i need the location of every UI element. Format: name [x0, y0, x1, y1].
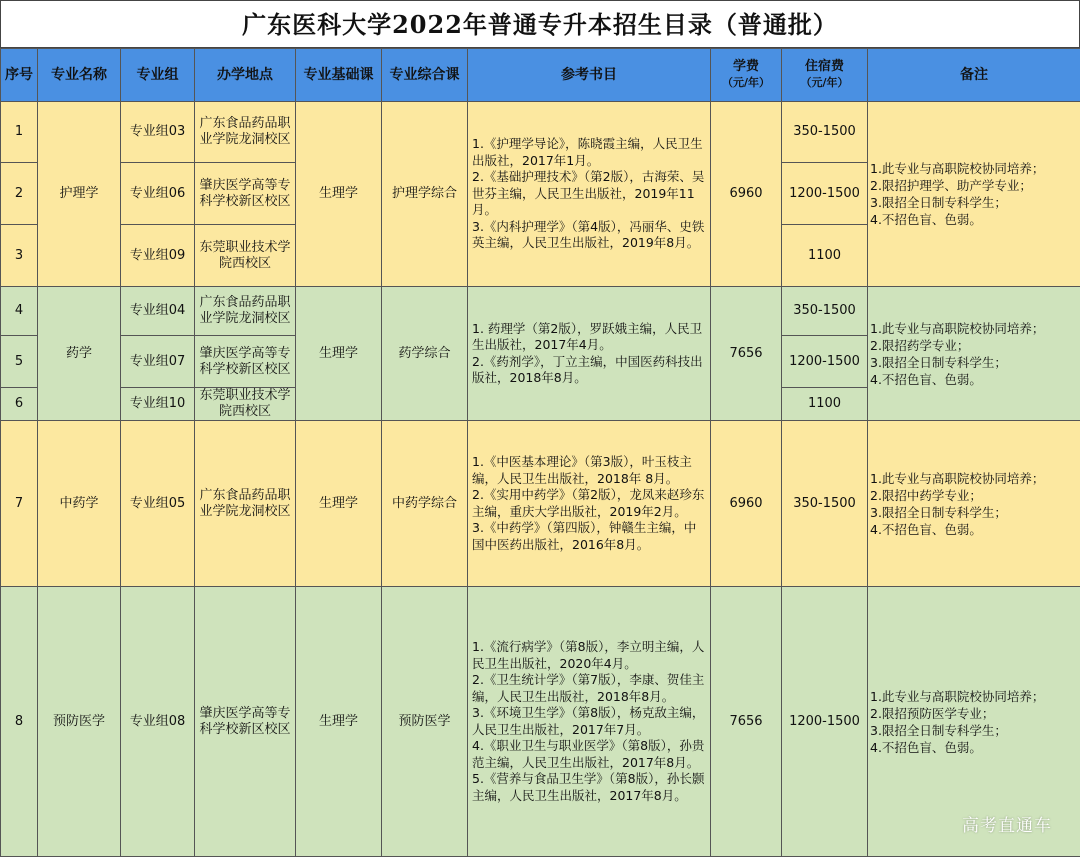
major-cell: 药学	[38, 287, 121, 421]
note-item: 3.限招全日制专科学生；	[870, 195, 1007, 210]
group-cell: 专业组03	[121, 102, 195, 163]
location-cell: 肇庆医学高等专科学校新区校区	[195, 163, 296, 225]
note-item: 3.限招全日制专科学生；	[870, 504, 1007, 520]
refs-cell	[468, 587, 711, 857]
notes-cell	[868, 287, 1080, 421]
ref-item: 1. 药理学（第2版），罗跃娥主编，人民卫生出版社，2017年4月。	[472, 320, 703, 352]
enrollment-table	[0, 48, 1080, 857]
header-refs: 参考书目	[468, 49, 711, 102]
tuition-cell: 7656	[711, 287, 782, 421]
header-major: 专业名称	[38, 49, 121, 102]
major-cell: 护理学	[38, 102, 121, 287]
location-cell: 东莞职业技术学院西校区	[195, 388, 296, 421]
ref-item: 2.《基础护理技术》（第2版），古海荣、吴世芬主编，人民卫生出版社，2019年11月。	[472, 169, 705, 218]
group-cell: 专业组10	[121, 388, 195, 421]
group-cell: 专业组06	[121, 163, 195, 225]
basic-course-cell: 生理学	[296, 287, 382, 421]
seq-cell: 5	[1, 336, 38, 388]
location-cell: 广东食品药品职业学院龙洞校区	[195, 102, 296, 163]
group-cell: 专业组07	[121, 336, 195, 388]
notes-cell	[868, 421, 1080, 587]
seq-cell: 3	[1, 225, 38, 287]
basic-course-cell: 生理学	[296, 587, 382, 857]
seq-cell: 2	[1, 163, 38, 225]
note-item: 2.限招护理学、助产学专业；	[870, 178, 1032, 193]
ref-item: 5.《营养与食品卫生学》（第8版），孙长颢主编，人民卫生出版社，2017年8月。	[472, 771, 705, 803]
header-lodging-label: 住宿费	[804, 59, 844, 74]
page-title: 广东医科大学2022年普通专升本招生目录（普通批）	[0, 0, 1080, 48]
lodging-cell: 1200-1500	[782, 587, 868, 857]
header-tuition-label: 学费	[732, 59, 759, 74]
ref-item: 1.《中医基本理论》（第3版），叶玉枝主编，人民卫生出版社，2018年 8月。	[472, 454, 692, 486]
note-item: 1.此专业与高职院校协同培养；	[870, 688, 1045, 704]
seq-cell: 6	[1, 388, 38, 421]
watermark: 高考直通车	[962, 816, 1052, 836]
location-cell: 肇庆医学高等专科学校新区校区	[195, 336, 296, 388]
header-seq: 序号	[1, 49, 38, 102]
note-item: 1.此专业与高职院校协同培养；	[870, 320, 1045, 336]
note-item: 2.限招药学专业；	[870, 337, 970, 353]
notes-cell	[868, 102, 1080, 287]
tuition-cell: 6960	[711, 421, 782, 587]
note-item: 1.此专业与高职院校协同培养；	[870, 470, 1045, 486]
header-lodging	[782, 49, 868, 102]
comprehensive-course-cell: 中药学综合	[382, 421, 468, 587]
note-item: 2.限招中药学专业；	[870, 487, 982, 503]
lodging-cell: 1200-1500	[782, 336, 868, 388]
ref-item: 3.《内科护理学》（第4版），冯丽华、史铁英主编，人民卫生出版社，2019年8月。	[472, 218, 705, 251]
note-item: 3.限招全日制专科学生；	[870, 722, 1007, 738]
refs-cell	[468, 421, 711, 587]
ref-item: 3.《环境卫生学》（第8版），杨克敌主编，人民卫生出版社，2017年7月。	[472, 705, 705, 737]
note-item: 4.不招色盲、色弱。	[870, 371, 982, 387]
header-location: 办学地点	[195, 49, 296, 102]
group-cell: 专业组05	[121, 421, 195, 587]
location-cell: 东莞职业技术学院西校区	[195, 225, 296, 287]
header-notes: 备注	[868, 49, 1080, 102]
header-lodging-unit: （元/年）	[800, 76, 849, 89]
seq-cell: 7	[1, 421, 38, 587]
table-row	[1, 102, 1080, 163]
header-group: 专业组	[121, 49, 195, 102]
lodging-cell: 350-1500	[782, 421, 868, 587]
header-tuition	[711, 49, 782, 102]
table-header-row	[1, 49, 1080, 102]
tuition-cell: 6960	[711, 102, 782, 287]
major-cell: 中药学	[38, 421, 121, 587]
ref-item: 3.《中药学》（第四版），钟赣生主编，中国中医药出版社，2016年8月。	[472, 520, 697, 552]
header-basic: 专业基础课	[296, 49, 382, 102]
comprehensive-course-cell: 药学综合	[382, 287, 468, 421]
note-item: 3.限招全日制专科学生；	[870, 354, 1007, 370]
comprehensive-course-cell: 预防医学	[382, 587, 468, 857]
group-cell: 专业组08	[121, 587, 195, 857]
ref-item: 4.《职业卫生与职业医学》（第8版），孙贵范主编，人民卫生出版社，2017年8月。	[472, 738, 705, 770]
header-comprehensive: 专业综合课	[382, 49, 468, 102]
lodging-cell: 1100	[782, 225, 868, 287]
table-row	[1, 587, 1080, 857]
note-item: 1.此专业与高职院校协同培养；	[870, 161, 1045, 176]
basic-course-cell: 生理学	[296, 421, 382, 587]
note-item: 2.限招预防医学专业；	[870, 705, 995, 721]
ref-item: 1.《护理学导论》，陈晓霞主编，人民卫生出版社，2017年1月。	[472, 136, 703, 168]
ref-item: 2.《卫生统计学》（第7版），李康、贺佳主编，人民卫生出版社，2018年8月。	[472, 672, 705, 704]
seq-cell: 1	[1, 102, 38, 163]
header-tuition-unit: （元/年）	[721, 76, 771, 89]
lodging-cell: 350-1500	[782, 287, 868, 336]
seq-cell: 8	[1, 587, 38, 857]
refs-cell	[468, 287, 711, 421]
basic-course-cell: 生理学	[296, 102, 382, 287]
table-row	[1, 287, 1080, 336]
group-cell: 专业组04	[121, 287, 195, 336]
ref-item: 2.《实用中药学》（第2版），龙凤来赵珍东主编，重庆大学出版社，2019年2月。	[472, 487, 705, 519]
refs-cell	[468, 102, 711, 287]
group-cell: 专业组09	[121, 225, 195, 287]
ref-item: 2.《药剂学》，丁立主编，中国医药科技出版社，2018年8月。	[472, 353, 703, 385]
tuition-cell: 7656	[711, 587, 782, 857]
note-item: 4.不招色盲、色弱。	[870, 739, 982, 755]
location-cell: 广东食品药品职业学院龙洞校区	[195, 421, 296, 587]
note-item: 4.不招色盲、色弱。	[870, 212, 982, 227]
ref-item: 1.《流行病学》（第8版），李立明主编，人民卫生出版社，2020年4月。	[472, 639, 705, 671]
location-cell: 广东食品药品职业学院龙洞校区	[195, 287, 296, 336]
location-cell: 肇庆医学高等专科学校新区校区	[195, 587, 296, 857]
comprehensive-course-cell: 护理学综合	[382, 102, 468, 287]
seq-cell: 4	[1, 287, 38, 336]
note-item: 4.不招色盲、色弱。	[870, 521, 982, 537]
lodging-cell: 350-1500	[782, 102, 868, 163]
major-cell: 预防医学	[38, 587, 121, 857]
lodging-cell: 1100	[782, 388, 868, 421]
table-row	[1, 421, 1080, 587]
lodging-cell: 1200-1500	[782, 163, 868, 225]
